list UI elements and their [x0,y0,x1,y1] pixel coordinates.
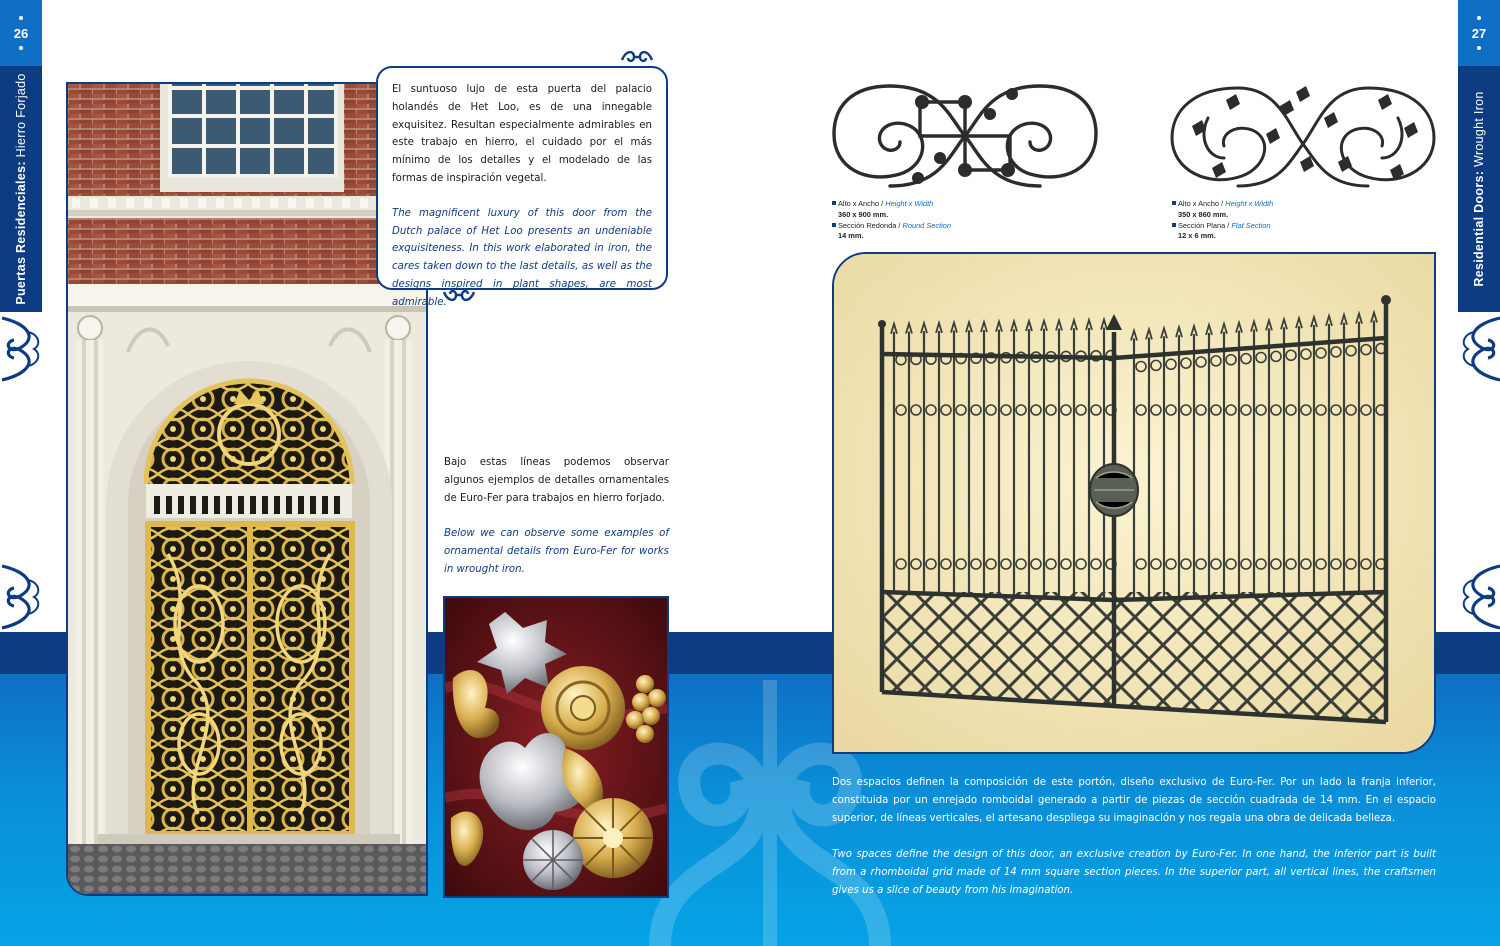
spec-1-section-es: Sección Redonda / [838,220,901,230]
left-side-tab [0,0,42,946]
right-section-subtitle: Wrought Iron [1472,91,1486,168]
callout-text-en: The magnificent luxury of this door from the Dutch palace of Het Loo presents an undeniable exquisiteness. In this work elaborated in iron, the cares taken down to the last details, as well as the designs inspired in plant shapes, are most admirable. [392,207,652,308]
palace-door-photo [66,82,428,896]
scroll-ornament-icon [442,286,476,304]
bottom-text-block [832,774,1436,899]
spec-panel-1 [832,199,951,242]
spec-1-section-en: Round Section [902,220,951,230]
scroll-ornament-icon [620,48,654,66]
spec-2-dim-value: 350 x 860 mm. [1178,209,1229,219]
ornamental-rosettes-photo [443,596,669,898]
spec-2-section-value: 12 x 6 mm. [1178,231,1216,241]
spec-2-section-es: Sección Plana / [1178,220,1230,230]
iron-gate-photo [832,252,1436,754]
right-section-label [1472,91,1486,286]
left-section-subtitle: Hierro Forjado [14,73,28,158]
ornamental-panel-flat-section [1168,78,1438,194]
bottom-text-es: Dos espacios definen la composición de este portón, diseño exclusivo de Euro-Fer. Por un lado la franja inferior, constituida por un enrejado romboidal generado a partir de piezas de sección cuadrada de 14 mm. En el espacio superior, de líneas verticales, el artesano despliega su imaginación y nos regala una obra de delicada belleza. [832,777,1436,824]
page-number-right: 27 [1458,0,1500,66]
right-section-strip [1458,66,1500,312]
spec-1-dim-value: 360 x 900 mm. [838,209,889,219]
spec-2-dim-en: Height x Width [1225,199,1274,208]
left-section-strip [0,66,42,312]
spec-1-dim-en: Height x Width [885,199,934,208]
middle-text-en: Below we can observe some examples of ornamental details from Euro-Fer for works in wrought iron. [444,528,669,575]
right-side-tab [1458,0,1500,946]
swirl-ornament-icon [1458,314,1500,384]
spec-2-dim-es: Alto x Ancho / [1178,199,1224,208]
bottom-text-en: Two spaces define the design of this door, an exclusive creation by Euro-Fer. In one hand, the inferior part is built from a rhomboidal grid made of 14 mm square section pieces. In the superior part, all vertical lines, the craftsmen gives us a slice of beauty from his imagination. [832,848,1436,896]
spec-panel-2 [1172,199,1273,242]
left-section-label [14,73,28,304]
ornamental-panel-round-section [830,78,1100,194]
spec-2-section-en: Flat Section [1231,220,1271,230]
middle-text-es: Bajo estas líneas podemos observar algunos ejemplos de detalles ornamentales de Euro-Fer para trabajos en hierro forjado. [444,457,669,504]
middle-text-block [444,454,669,579]
left-section-title: Puertas Residenciales: [14,161,28,305]
spec-1-dim-es: Alto x Ancho / [838,199,884,208]
swirl-ornament-icon [1458,562,1500,632]
swirl-ornament-icon [0,314,44,384]
callout-text-es: El suntuoso lujo de esta puerta del palacio holandés de Het Loo, es de una innegable exquisitez. Resultan especialmente admirables en este trabajo en hierro, el cuidado por el más mínimo de los detalles y el modelado de las formas de inspiración vegetal. [392,84,652,184]
spec-1-section-value: 14 mm. [838,231,864,241]
right-section-title: Residential Doors: [1472,170,1486,287]
callout-text-box [376,66,668,308]
swirl-ornament-icon [0,562,44,632]
page-number-left: 26 [0,0,42,66]
